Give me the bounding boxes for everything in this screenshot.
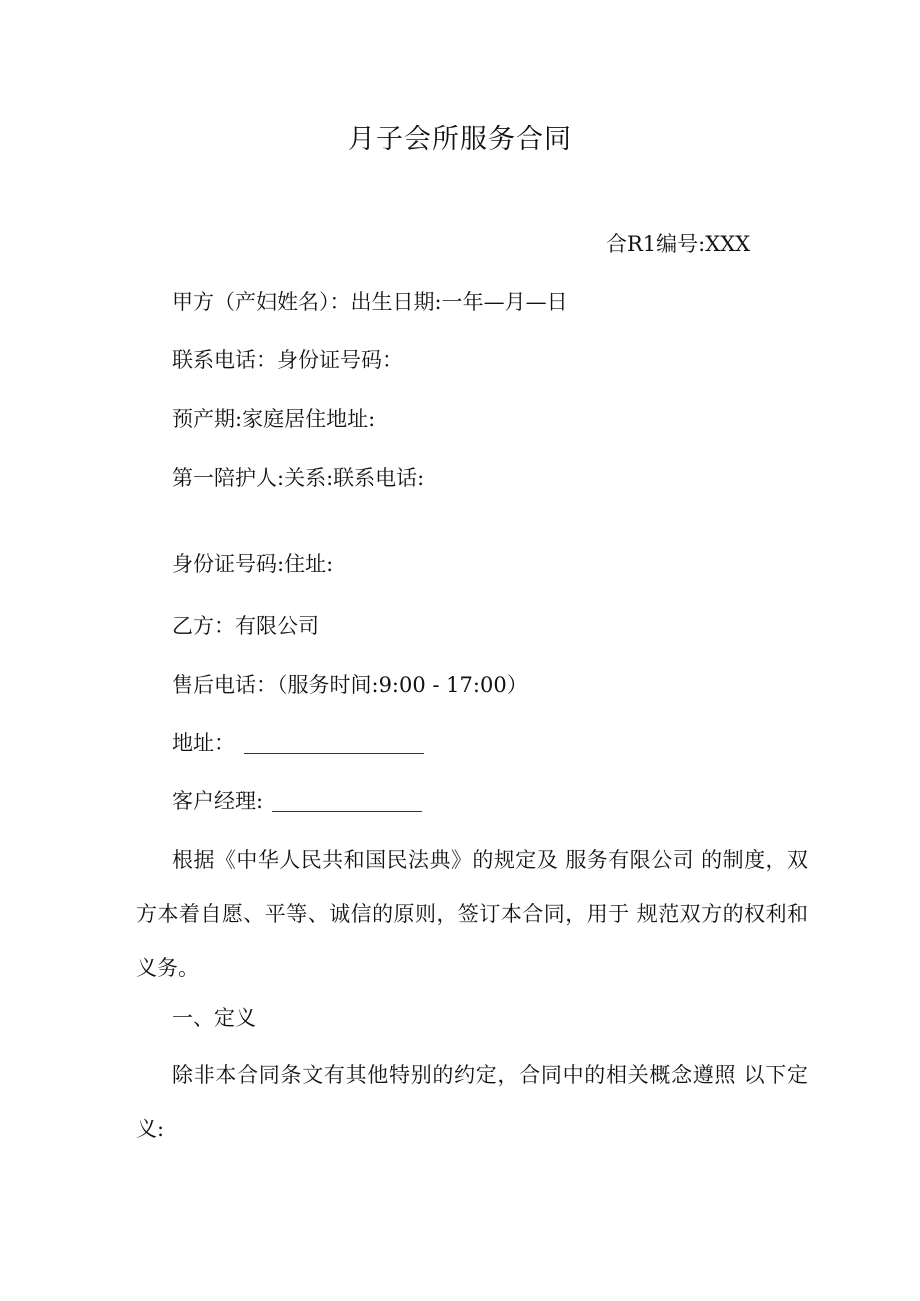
party-a-line: 甲方（产妇姓名）：出生日期:一年—月—日 [172, 290, 568, 314]
preamble-paragraph: 根据《中华人民共和国民法典》的规定及 服务有限公司 的制度，双方本着自愿、平等、诚信的原则，签订本合同，用于 规范双方的权利和义务。 [136, 848, 808, 980]
after-sales-line: 售后电话：（服务时间:9:00 - 17:00） [172, 673, 528, 697]
companion-line: 第一陪护人:关系:联系电话: [172, 466, 425, 490]
section-1-text: 除非本合同条文有其他特别的约定，合同中的相关概念遵照 以下定义: [136, 1063, 808, 1141]
due-date-line: 预产期:家庭居住地址: [172, 407, 376, 431]
section-1-heading: 一、定义 [172, 1006, 256, 1030]
address-line [172, 729, 424, 757]
party-b-line: 乙方：有限公司 [172, 614, 319, 638]
address-blank [244, 733, 424, 754]
contact-phone-line: 联系电话：身份证号码： [172, 348, 403, 372]
address-label: 地址： [172, 731, 235, 755]
companion-id-line: 身份证号码:住址: [172, 552, 334, 576]
manager-blank [272, 791, 422, 812]
document-title: 月子会所服务合同 [348, 124, 572, 155]
manager-label: 客户经理: [172, 789, 264, 813]
manager-line [172, 787, 422, 815]
contract-number: 合R1编号:XXX [606, 232, 751, 256]
